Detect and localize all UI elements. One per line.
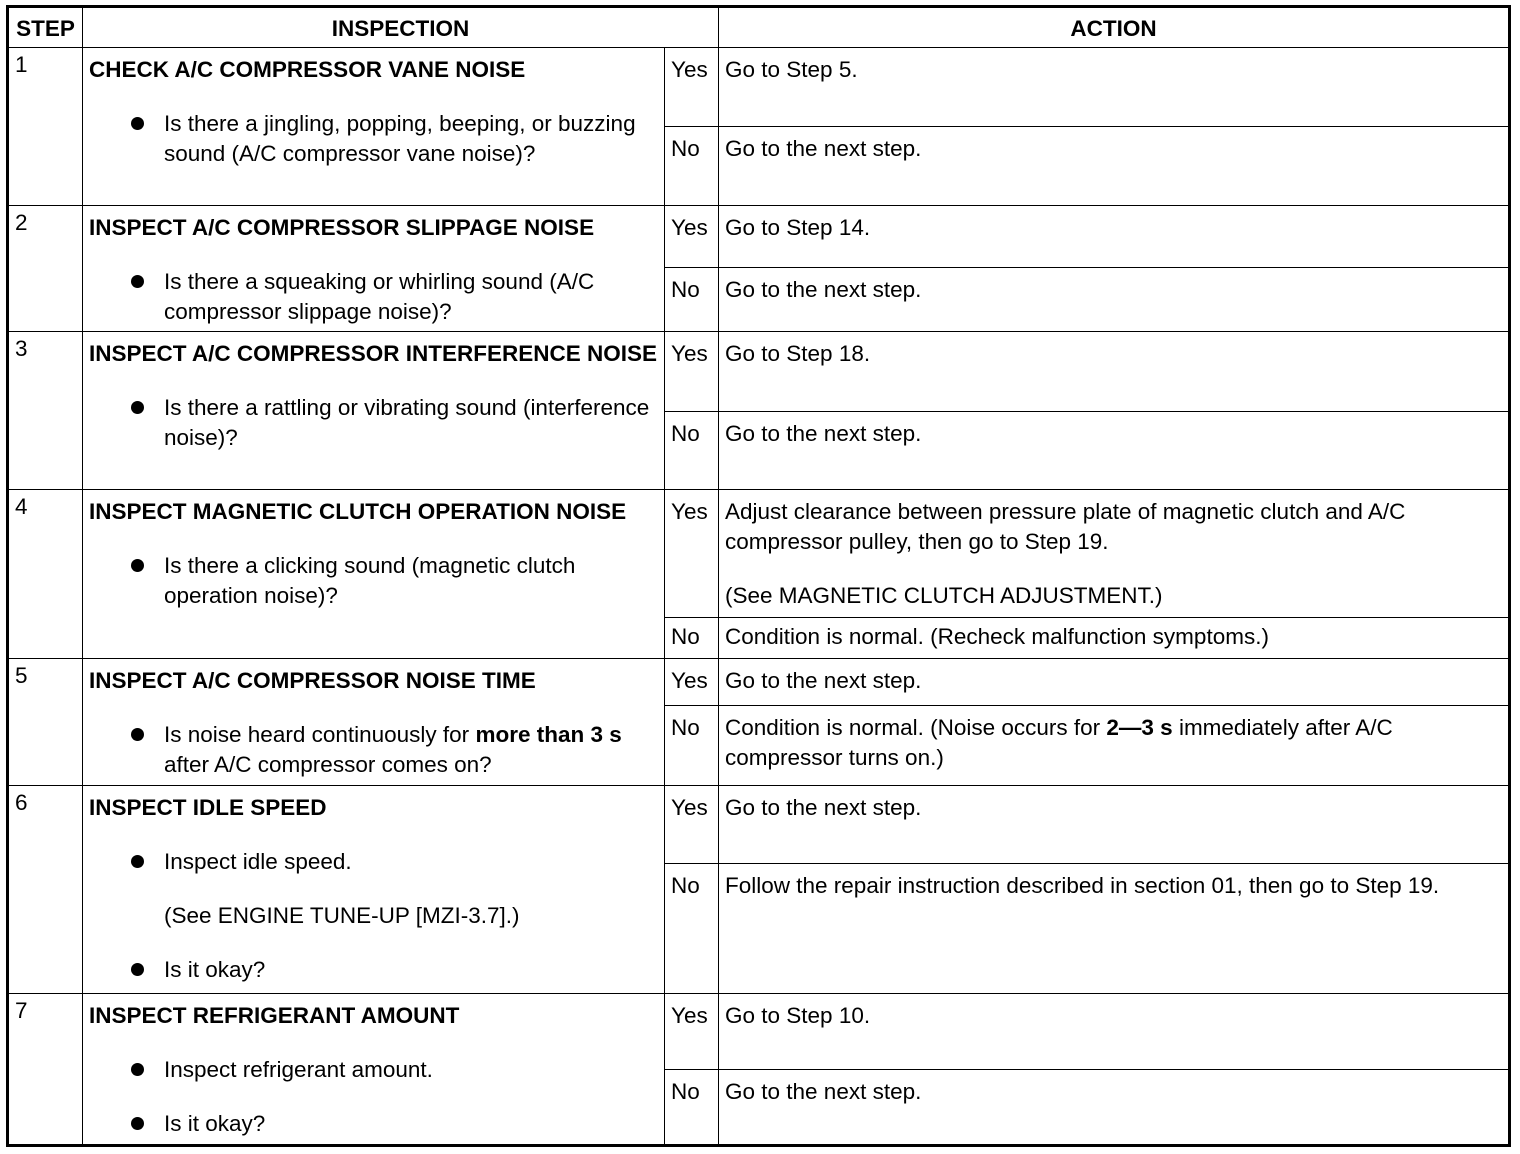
no-label: No — [665, 1070, 719, 1146]
inspection-bullet — [89, 393, 658, 453]
no-label: No — [665, 864, 719, 994]
inspection-cell — [83, 490, 665, 659]
inspection-title: INSPECT REFRIGERANT AMOUNT — [89, 1003, 460, 1028]
yes-action-text: Adjust clearance between pressure plate of magnetic clutch and A/C compressor pulley, then go to Step 19. — [725, 499, 1406, 554]
inspection-title: INSPECT MAGNETIC CLUTCH OPERATION NOISE — [89, 499, 627, 524]
bullet-icon — [131, 1117, 144, 1130]
header-step: STEP — [8, 7, 83, 48]
inspection-bullet — [89, 955, 658, 985]
header-row — [8, 7, 1510, 48]
bullet-icon — [131, 963, 144, 976]
step-number: 2 — [8, 206, 83, 332]
bullet-icon — [131, 117, 144, 130]
bullet-text: Inspect refrigerant amount. — [164, 1057, 433, 1082]
inspection-title: CHECK A/C COMPRESSOR VANE NOISE — [89, 57, 526, 82]
inspection-note: (See ENGINE TUNE-UP [MZI-3.7].) — [164, 903, 520, 928]
step-row-yes — [8, 994, 1510, 1070]
no-action: Go to the next step. — [719, 412, 1510, 490]
step-number: 4 — [8, 490, 83, 659]
inspection-title: INSPECT A/C COMPRESSOR SLIPPAGE NOISE — [89, 215, 595, 240]
step-number: 1 — [8, 48, 83, 206]
yes-label: Yes — [665, 659, 719, 706]
bullet-icon — [131, 728, 144, 741]
inspection-cell — [83, 332, 665, 490]
no-label: No — [665, 268, 719, 332]
step-row-yes — [8, 332, 1510, 412]
inspection-cell — [83, 786, 665, 994]
step-row-yes — [8, 659, 1510, 706]
yes-label: Yes — [665, 994, 719, 1070]
step-row-yes — [8, 490, 1510, 618]
yes-action: Go to Step 10. — [719, 994, 1510, 1070]
step-number: 3 — [8, 332, 83, 490]
step-row-yes — [8, 786, 1510, 864]
step-number: 6 — [8, 786, 83, 994]
inspection-bullet — [89, 109, 658, 169]
step-row-yes — [8, 206, 1510, 268]
bullet-icon — [131, 1063, 144, 1076]
no-label: No — [665, 127, 719, 206]
bullet-text: Is it okay? — [164, 957, 266, 982]
step-row-yes — [8, 48, 1510, 127]
no-action: Go to the next step. — [719, 1070, 1510, 1146]
header-inspection: INSPECTION — [83, 7, 719, 48]
yes-action: Go to the next step. — [719, 786, 1510, 864]
yes-action-note: (See MAGNETIC CLUTCH ADJUSTMENT.) — [725, 583, 1163, 608]
yes-action: Go to Step 18. — [719, 332, 1510, 412]
yes-label: Yes — [665, 786, 719, 864]
no-label: No — [665, 618, 719, 659]
inspection-cell — [83, 994, 665, 1146]
inspection-cell — [83, 206, 665, 332]
bullet-text: Is there a clicking sound (magnetic clutch operation noise)? — [164, 553, 576, 608]
no-label: No — [665, 706, 719, 786]
bullet-text: Is it okay? — [164, 1111, 266, 1136]
yes-action: Go to Step 5. — [719, 48, 1510, 127]
bullet-text: Is there a rattling or vibrating sound (interference noise)? — [164, 395, 650, 450]
inspection-bullet — [89, 1055, 658, 1085]
bold-duration: 2—3 s — [1106, 715, 1173, 740]
no-action: Go to the next step. — [719, 127, 1510, 206]
bullet-text: Inspect idle speed. — [164, 849, 352, 874]
bullet-text: Is there a squeaking or whirling sound (A/C compressor slippage noise)? — [164, 269, 595, 324]
inspection-bullet — [89, 267, 658, 327]
diagnostic-table — [6, 5, 1511, 1147]
yes-label: Yes — [665, 48, 719, 127]
inspection-bullet — [89, 551, 658, 611]
bullet-icon — [131, 559, 144, 572]
bold-duration: more than 3 s — [475, 722, 622, 747]
step-number: 7 — [8, 994, 83, 1146]
yes-label: Yes — [665, 332, 719, 412]
inspection-bullet — [89, 1109, 658, 1139]
inspection-cell — [83, 48, 665, 206]
no-label: No — [665, 412, 719, 490]
yes-action — [719, 490, 1510, 618]
inspection-title: INSPECT A/C COMPRESSOR NOISE TIME — [89, 668, 536, 693]
yes-label: Yes — [665, 490, 719, 618]
bullet-icon — [131, 401, 144, 414]
inspection-title: INSPECT IDLE SPEED — [89, 795, 327, 820]
no-action: Condition is normal. (Noise occurs for 2—3 s immediately after A/C compressor turns on.) — [719, 706, 1510, 786]
inspection-bullet — [89, 847, 658, 877]
yes-action: Go to Step 14. — [719, 206, 1510, 268]
inspection-bullet: Is noise heard continuously for more than 3 s after A/C compressor comes on? — [89, 720, 658, 780]
yes-label: Yes — [665, 206, 719, 268]
header-action: ACTION — [719, 7, 1510, 48]
no-action: Follow the repair instruction described in section 01, then go to Step 19. — [719, 864, 1510, 994]
yes-action: Go to the next step. — [719, 659, 1510, 706]
bullet-icon — [131, 855, 144, 868]
bullet-icon — [131, 275, 144, 288]
bullet-text: Is there a jingling, popping, beeping, or buzzing sound (A/C compressor vane noise)? — [164, 111, 636, 166]
inspection-cell — [83, 659, 665, 786]
step-number: 5 — [8, 659, 83, 786]
inspection-title: INSPECT A/C COMPRESSOR INTERFERENCE NOISE — [89, 341, 657, 366]
no-action: Condition is normal. (Recheck malfunction symptoms.) — [719, 618, 1510, 659]
no-action: Go to the next step. — [719, 268, 1510, 332]
